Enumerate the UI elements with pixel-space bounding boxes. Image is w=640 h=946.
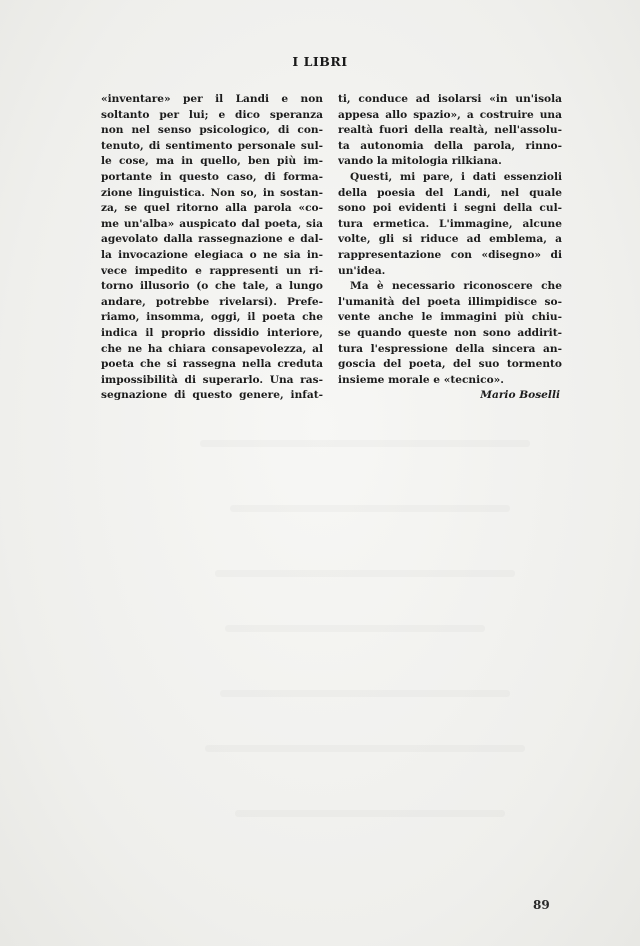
text-line: ti, conduce ad isolarsi «in un'isola bbox=[338, 93, 562, 105]
text-line: vece impedito e rappresenti un ri- bbox=[101, 264, 323, 277]
show-through-line bbox=[220, 690, 510, 697]
text-line: za, se quel ritorno alla parola «co- bbox=[101, 202, 323, 215]
left-column bbox=[101, 92, 323, 404]
author-signature: Mario Boselli bbox=[480, 389, 560, 402]
text-line: tura ermetica. L'immagine, alcune bbox=[338, 217, 562, 230]
text-line: portante in questo caso, di forma- bbox=[101, 170, 323, 183]
text-line: volte, gli si riduce ad emblema, a bbox=[338, 233, 562, 246]
text-line: un'idea. bbox=[338, 264, 386, 277]
text-line: tenuto, di sentimento personale sul- bbox=[101, 139, 323, 152]
text-line: Ma è necessario riconoscere che bbox=[350, 280, 562, 293]
text-line: «inventare» per il Landi e non bbox=[101, 93, 323, 105]
text-line: sono poi evidenti i segni della cul- bbox=[338, 202, 562, 215]
show-through-line bbox=[230, 505, 510, 512]
text-line: goscia del poeta, del suo tormento bbox=[338, 358, 562, 371]
text-line: appesa allo spazio», a costruire una bbox=[338, 108, 562, 121]
show-through-line bbox=[205, 745, 525, 752]
text-line: ta autonomia della parola, rinno- bbox=[338, 139, 562, 152]
running-head: I LIBRI bbox=[292, 54, 348, 69]
right-column bbox=[338, 92, 562, 404]
text-line: riamo, insomma, oggi, il poeta che bbox=[101, 311, 323, 324]
text-line: le cose, ma in quello, ben più im- bbox=[101, 155, 323, 168]
text-line: se quando queste non sono addirit- bbox=[338, 326, 562, 339]
text-line: me un'alba» auspicato dal poeta, sia bbox=[101, 217, 323, 230]
text-line: torno illusorio (o che tale, a lungo bbox=[101, 280, 323, 293]
show-through-line bbox=[200, 440, 530, 447]
text-line: vente anche le immagini più chiu- bbox=[338, 311, 562, 324]
text-line: l'umanità del poeta illimpidisce so- bbox=[338, 295, 562, 308]
text-line: zione linguistica. Non so, in sostan- bbox=[101, 186, 323, 199]
show-through-line bbox=[235, 810, 505, 817]
text-line: andare, potrebbe rivelarsi). Prefe- bbox=[101, 295, 323, 308]
show-through-line bbox=[225, 625, 485, 632]
text-line: indica il proprio dissidio interiore, bbox=[101, 326, 323, 339]
text-line: segnazione di questo genere, infat- bbox=[101, 389, 323, 402]
text-line: tura l'espressione della sincera an- bbox=[338, 342, 562, 355]
text-line: poeta che si rassegna nella creduta bbox=[101, 358, 323, 371]
text-line: impossibilità di superarlo. Una ras- bbox=[101, 373, 323, 386]
text-line: della poesia del Landi, nel quale bbox=[338, 186, 562, 199]
text-line: non nel senso psicologico, di con- bbox=[101, 124, 323, 137]
text-line: la invocazione elegiaca o ne sia in- bbox=[101, 248, 323, 261]
text-line: agevolato dalla rassegnazione e dal- bbox=[101, 233, 323, 246]
show-through-line bbox=[215, 570, 515, 577]
text-line: soltanto per lui; e dico speranza bbox=[101, 108, 323, 121]
text-line: vando la mitologia rilkiana. bbox=[338, 155, 502, 168]
text-line: insieme morale e «tecnico». bbox=[338, 373, 504, 386]
page-number: 89 bbox=[533, 898, 550, 912]
text-line: rappresentazione con «disegno» di bbox=[338, 248, 562, 261]
text-line: realtà fuori della realtà, nell'assolu- bbox=[338, 124, 562, 137]
text-line: Questi, mi pare, i dati essenzioli bbox=[350, 170, 562, 183]
text-line: che ne ha chiara consapevolezza, al bbox=[101, 342, 323, 355]
